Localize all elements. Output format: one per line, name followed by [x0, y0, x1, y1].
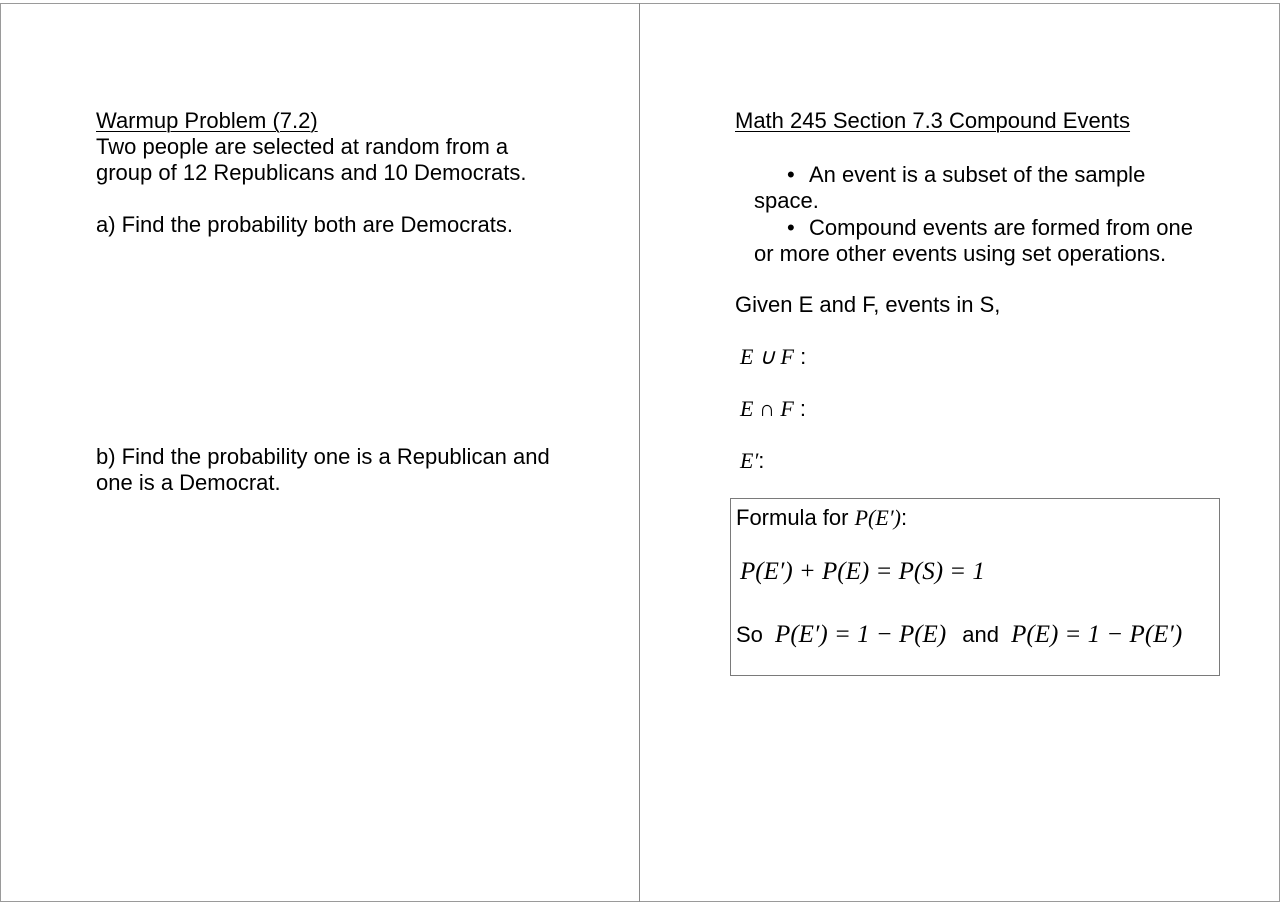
- intro-line-2: group of 12 Republicans and 10 Democrats.: [96, 160, 527, 185]
- formula-label-text: Formula for: [736, 505, 849, 530]
- formula-label-expression: P(E′): [854, 505, 901, 530]
- so-expression-2: P(E) = 1 − P(E′): [1011, 621, 1183, 648]
- bullet-2-line-2: or more other events using set operations.: [754, 241, 1167, 266]
- bullet-1-line-1: An event is a subset of the sample: [809, 162, 1146, 187]
- part-b-line-1: b) Find the probability one is a Republican and: [96, 444, 550, 469]
- union-expression: E ∪ F: [740, 344, 794, 369]
- so-line: [736, 622, 1182, 648]
- and-word: and: [962, 622, 999, 647]
- intersection-expression: E ∩ F: [740, 396, 794, 421]
- formula-label: [736, 505, 907, 531]
- section-heading: Math 245 Section 7.3 Compound Events: [735, 108, 1131, 133]
- union-colon: :: [800, 344, 807, 369]
- intersection-definition: [740, 396, 806, 422]
- complement-identity: [740, 559, 985, 585]
- part-b-line-2: one is a Democrat.: [96, 470, 281, 495]
- bullet-2-marker: •: [787, 215, 795, 240]
- complement-expression: E′: [740, 448, 759, 473]
- complement-definition: [740, 448, 764, 474]
- given-statement: Given E and F, events in S,: [735, 292, 1001, 317]
- page-divider: [639, 3, 640, 902]
- bullet-1-marker: •: [787, 162, 795, 187]
- part-a-question: a) Find the probability both are Democrats.: [96, 212, 513, 237]
- so-expression-1: P(E′) = 1 − P(E): [775, 621, 947, 648]
- intro-line-1: Two people are selected at random from a: [96, 134, 509, 159]
- bullet-1-line-2: space.: [754, 188, 819, 213]
- complement-colon: :: [758, 448, 765, 473]
- warmup-heading: Warmup Problem (7.2): [96, 108, 318, 133]
- union-definition: [740, 344, 806, 370]
- formula-label-colon: :: [900, 505, 908, 530]
- bullet-2-line-1: Compound events are formed from one: [809, 215, 1193, 240]
- intersection-colon: :: [799, 396, 807, 421]
- so-word: So: [736, 622, 763, 647]
- identity-expression: P(E′) + P(E) = P(S) = 1: [740, 558, 985, 585]
